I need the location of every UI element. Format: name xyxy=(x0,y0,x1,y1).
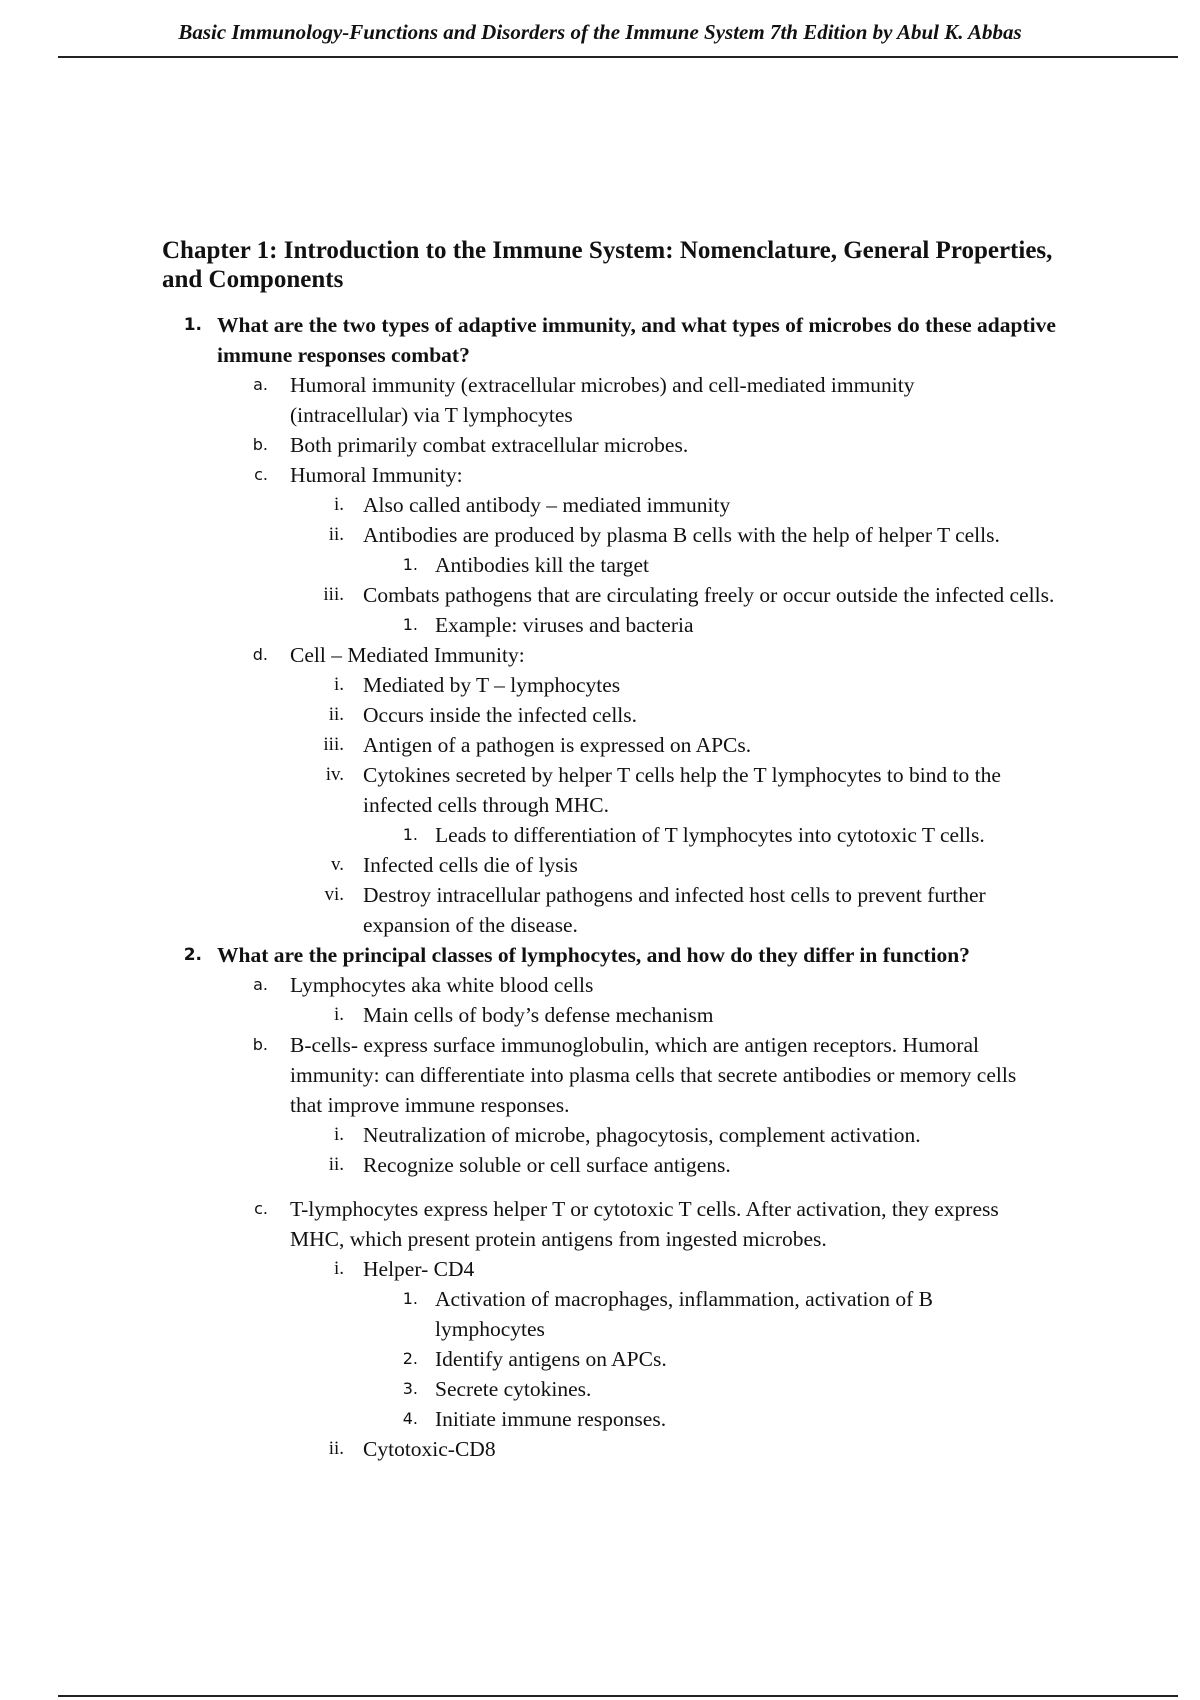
item-label: ii. xyxy=(328,704,344,725)
item-text: Lymphocytes aka white blood cells xyxy=(290,973,594,997)
item-text: Destroy intracellular pathogens and infected host cells to prevent further expansion of the disease. xyxy=(363,883,986,937)
item-text: Combats pathogens that are circulating freely or occur outside the infected cells. xyxy=(363,583,1055,607)
item-label: c. xyxy=(254,465,268,484)
item-label: i. xyxy=(333,1124,344,1145)
item-label: ii. xyxy=(328,1438,344,1459)
question-text: What are the principal classes of lymphocytes, and how do they differ in function? xyxy=(217,943,970,967)
item-text: Humoral immunity (extracellular microbes) and cell-mediated immunity (intracellular) via T lymphocytes xyxy=(290,373,915,427)
list-item xyxy=(0,1374,1075,1404)
question-number: 2. xyxy=(183,945,202,965)
header-rule xyxy=(58,56,1178,58)
item-label: 1. xyxy=(402,555,418,574)
list-item xyxy=(0,700,1083,730)
list-item xyxy=(0,1150,1083,1180)
item-text: Neutralization of microbe, phagocytosis, complement activation. xyxy=(363,1123,921,1147)
list-item xyxy=(0,1194,1020,1254)
question-1 xyxy=(0,310,1067,370)
list-item xyxy=(0,370,990,430)
item-label: a. xyxy=(253,375,268,394)
list-item xyxy=(0,610,1075,640)
item-text: Occurs inside the infected cells. xyxy=(363,703,638,727)
list-item xyxy=(0,1254,1083,1284)
item-label: ii. xyxy=(328,1154,344,1175)
item-text: Leads to differentiation of T lymphocytes into cytotoxic T cells. xyxy=(435,823,985,847)
item-text: Antigen of a pathogen is expressed on APCs. xyxy=(363,733,752,757)
item-label: a. xyxy=(253,975,268,994)
list-item xyxy=(0,850,1083,880)
item-label: b. xyxy=(252,1035,268,1054)
list-item xyxy=(0,820,1115,850)
item-text: Main cells of body’s defense mechanism xyxy=(363,1003,714,1027)
spacer xyxy=(0,1180,1200,1194)
list-item xyxy=(0,730,1083,760)
list-item xyxy=(0,670,1083,700)
footer-rule xyxy=(58,1695,1178,1697)
item-text: Helper- CD4 xyxy=(363,1257,475,1281)
item-label: iii. xyxy=(323,734,344,755)
list-item xyxy=(0,1030,1035,1120)
item-text: B-cells- express surface immunoglobulin, which are antigen receptors. Humoral immunity: can differentiate into plasma cells that secrete antibodies or memory cells that improve immune responses. xyxy=(290,1033,1017,1117)
item-text: Example: viruses and bacteria xyxy=(435,613,694,637)
item-text: Cytotoxic-CD8 xyxy=(363,1437,496,1461)
item-label: iv. xyxy=(325,764,344,785)
item-label: ii. xyxy=(328,524,344,545)
item-text: Initiate immune responses. xyxy=(435,1407,667,1431)
item-text: Mediated by T – lymphocytes xyxy=(363,673,621,697)
outline xyxy=(0,310,1200,1464)
list-item xyxy=(0,460,1090,490)
item-label: i. xyxy=(333,674,344,695)
item-text: T-lymphocytes express helper T or cytotoxic T cells. After activation, they express MHC, which present protein antigens from ingested microbes. xyxy=(290,1197,999,1251)
running-header: Basic Immunology-Functions and Disorders of the Immune System 7th Edition by Abul K. Abbas xyxy=(178,20,1022,44)
item-text: Antibodies are produced by plasma B cells with the help of helper T cells. xyxy=(363,523,1000,547)
item-label: vi. xyxy=(324,884,344,905)
list-item xyxy=(0,640,1090,670)
item-text: Infected cells die of lysis xyxy=(363,853,578,877)
item-text: Antibodies kill the target xyxy=(435,553,649,577)
item-label: i. xyxy=(333,494,344,515)
item-text: Recognize soluble or cell surface antigens. xyxy=(363,1153,731,1177)
item-label: v. xyxy=(330,854,344,875)
item-label: i. xyxy=(333,1258,344,1279)
list-item xyxy=(0,880,1003,940)
item-text: Identify antigens on APCs. xyxy=(435,1347,667,1371)
item-label: 1. xyxy=(402,825,418,844)
list-item xyxy=(0,1434,1083,1464)
list-item xyxy=(0,1404,1075,1434)
item-text: Also called antibody – mediated immunity xyxy=(363,493,731,517)
question-number: 1. xyxy=(183,315,202,335)
item-label: i. xyxy=(333,1004,344,1025)
question-2 xyxy=(0,940,1117,970)
item-label: b. xyxy=(252,435,268,454)
list-item xyxy=(0,490,1083,520)
list-item xyxy=(0,550,1075,580)
item-label: 1. xyxy=(402,1289,418,1308)
item-label: iii. xyxy=(323,584,344,605)
list-item xyxy=(0,1120,1083,1150)
item-text: Cell – Mediated Immunity: xyxy=(290,643,525,667)
item-label: 4. xyxy=(402,1409,418,1428)
item-text: Humoral Immunity: xyxy=(290,463,463,487)
item-label: c. xyxy=(254,1199,268,1218)
list-item xyxy=(0,430,1090,460)
list-item xyxy=(0,970,1090,1000)
item-text: Cytokines secreted by helper T cells help the T lymphocytes to bind to the infected cells through MHC. xyxy=(363,763,1001,817)
item-text: Activation of macrophages, inflammation, activation of B lymphocytes xyxy=(435,1287,933,1341)
list-item xyxy=(0,1284,1005,1344)
question-text: What are the two types of adaptive immunity, and what types of microbes do these adaptive immune responses combat? xyxy=(217,313,1056,367)
chapter-title: Chapter 1: Introduction to the Immune System: Nomenclature, General Properties, and Components xyxy=(162,237,1053,293)
item-label: 2. xyxy=(402,1349,418,1368)
item-text: Both primarily combat extracellular microbes. xyxy=(290,433,689,457)
list-item xyxy=(0,520,1083,550)
list-item xyxy=(0,1000,1083,1030)
item-label: 3. xyxy=(402,1379,418,1398)
list-item xyxy=(0,760,1023,820)
item-label: 1. xyxy=(402,615,418,634)
list-item xyxy=(0,580,1083,610)
item-text: Secrete cytokines. xyxy=(435,1377,592,1401)
list-item xyxy=(0,1344,1075,1374)
item-label: d. xyxy=(252,645,268,664)
